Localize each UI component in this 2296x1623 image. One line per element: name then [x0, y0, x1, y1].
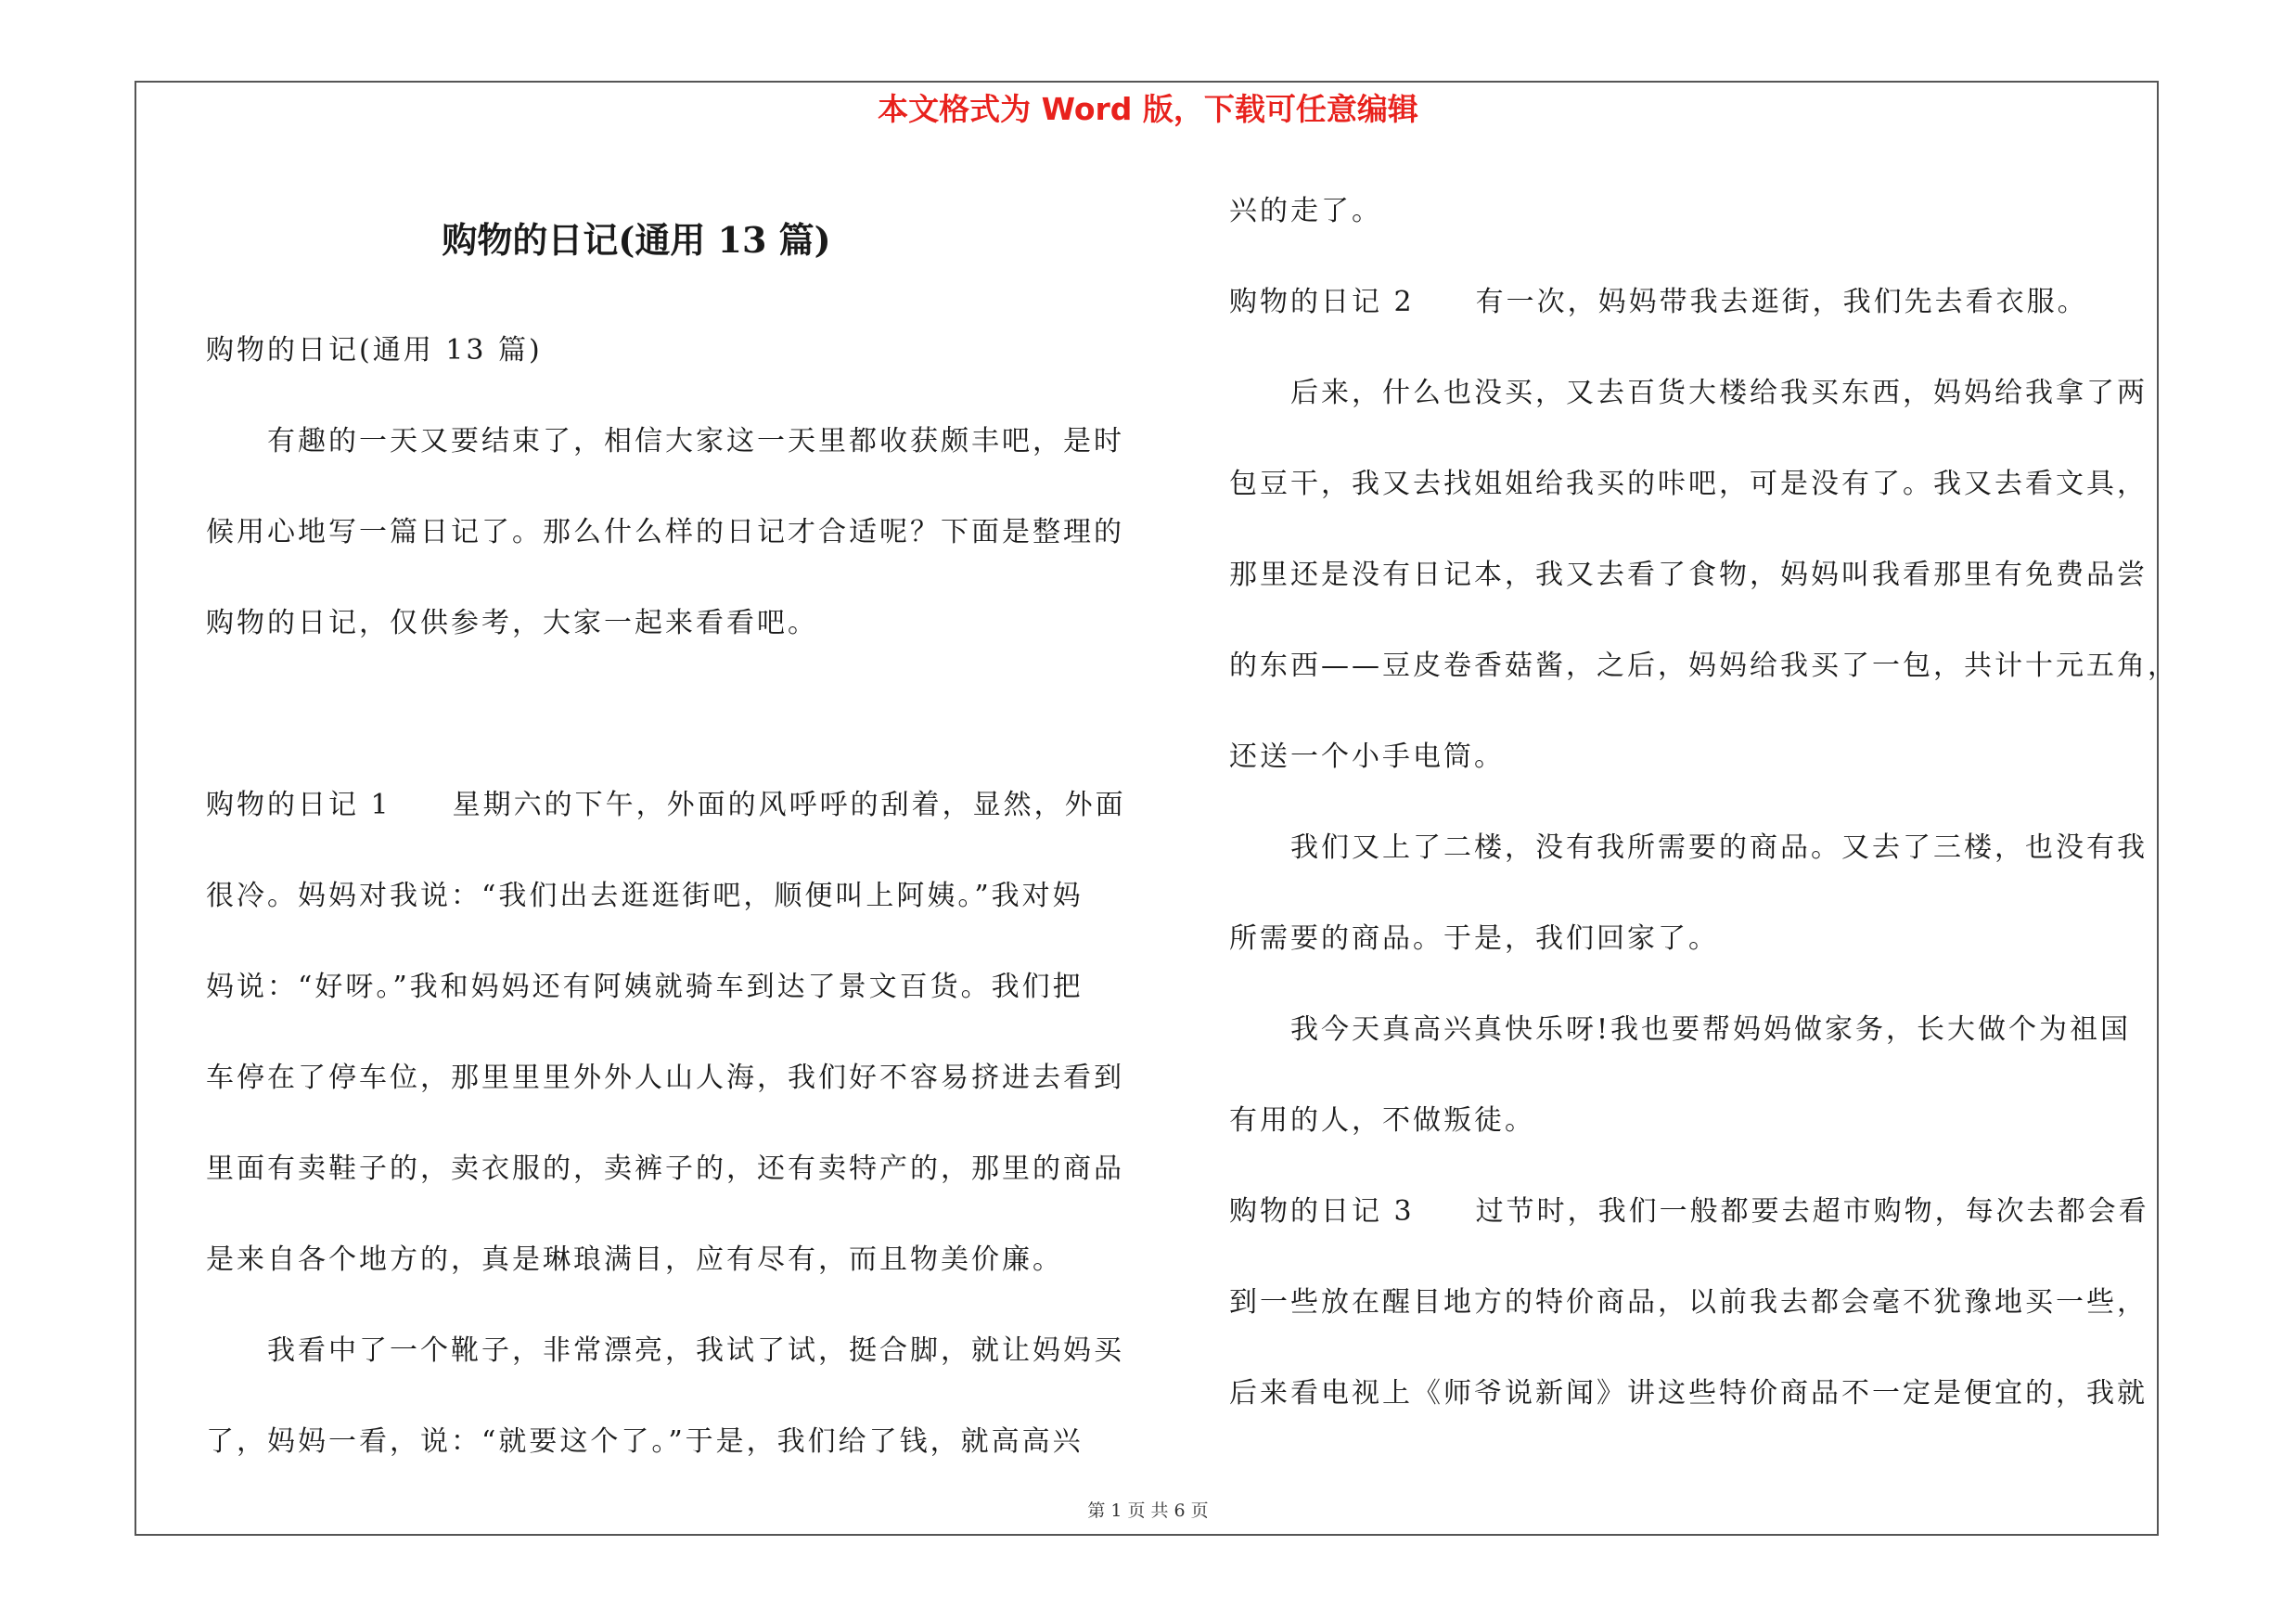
left-line-6: 妈说：“好呀。”我和妈妈还有阿姨就骑车到达了景文百货。我们把 [206, 971, 1084, 1003]
left-line-11: 了，妈妈一看，说：“就要这个了。”于是，我们给了钱，就高高兴 [206, 1425, 1084, 1458]
document-title: 购物的日记(通用 13 篇) [442, 219, 831, 261]
right-line-6: 还送一个小手电筒。 [1229, 741, 1505, 773]
right-line-11: 购物的日记 3 过节时，我们一般都要去超市购物，每次去都会看 [1229, 1195, 2149, 1228]
right-line-0: 兴的走了。 [1229, 195, 1382, 227]
page-number: 第 1 页 共 6 页 [1087, 1501, 1209, 1521]
right-line-8: 所需要的商品。于是，我们回家了。 [1229, 922, 1719, 955]
format-banner: 本文格式为 Word 版，下载可任意编辑 [878, 91, 1418, 127]
left-line-9: 是来自各个地方的，真是琳琅满目，应有尽有，而且物美价廉。 [206, 1243, 1063, 1276]
left-line-10: 我看中了一个靴子，非常漂亮，我试了试，挺合脚，就让妈妈买 [206, 1334, 1124, 1367]
right-line-3: 包豆干，我又去找姐姐给我买的咔吧，可是没有了。我又去看文具， [1229, 468, 2148, 500]
left-line-7: 车停在了停车位，那里里里外外人山人海，我们好不容易挤进去看到 [206, 1062, 1124, 1094]
right-line-5: 的东西——豆皮卷香菇酱，之后，妈妈给我买了一包，共计十元五角， [1229, 650, 2178, 682]
left-line-3: 购物的日记，仅供参考，大家一起来看看吧。 [206, 607, 818, 639]
right-line-1: 购物的日记 2 有一次，妈妈带我去逛街，我们先去看衣服。 [1229, 286, 2088, 318]
right-line-7: 我们又上了二楼，没有我所需要的商品。又去了三楼，也没有我 [1229, 831, 2148, 864]
right-line-12: 到一些放在醒目地方的特价商品，以前我去都会毫不犹豫地买一些， [1229, 1286, 2148, 1319]
right-line-4: 那里还是没有日记本，我又去看了食物，妈妈叫我看那里有免费品尝 [1229, 559, 2148, 591]
left-line-0: 购物的日记(通用 13 篇) [206, 334, 543, 367]
right-line-9: 我今天真高兴真快乐呀!我也要帮妈妈做家务，长大做个为祖国 [1229, 1013, 2132, 1046]
left-line-5: 很冷。妈妈对我说：“我们出去逛逛街吧，顺便叫上阿姨。”我对妈 [206, 880, 1084, 912]
right-line-13: 后来看电视上《师爷说新闻》讲这些特价商品不一定是便宜的，我就 [1229, 1377, 2148, 1410]
left-line-4: 购物的日记 1 星期六的下午，外面的风呼呼的刮着，显然，外面 [206, 789, 1126, 821]
left-line-8: 里面有卖鞋子的，卖衣服的，卖裤子的，还有卖特产的，那里的商品 [206, 1153, 1124, 1185]
right-line-2: 后来，什么也没买，又去百货大楼给我买东西，妈妈给我拿了两 [1229, 377, 2148, 409]
left-line-1: 有趣的一天又要结束了，相信大家这一天里都收获颇丰吧，是时 [206, 425, 1124, 457]
right-line-10: 有用的人，不做叛徒。 [1229, 1104, 1535, 1137]
left-line-2: 候用心地写一篇日记了。那么什么样的日记才合适呢？下面是整理的 [206, 516, 1124, 548]
